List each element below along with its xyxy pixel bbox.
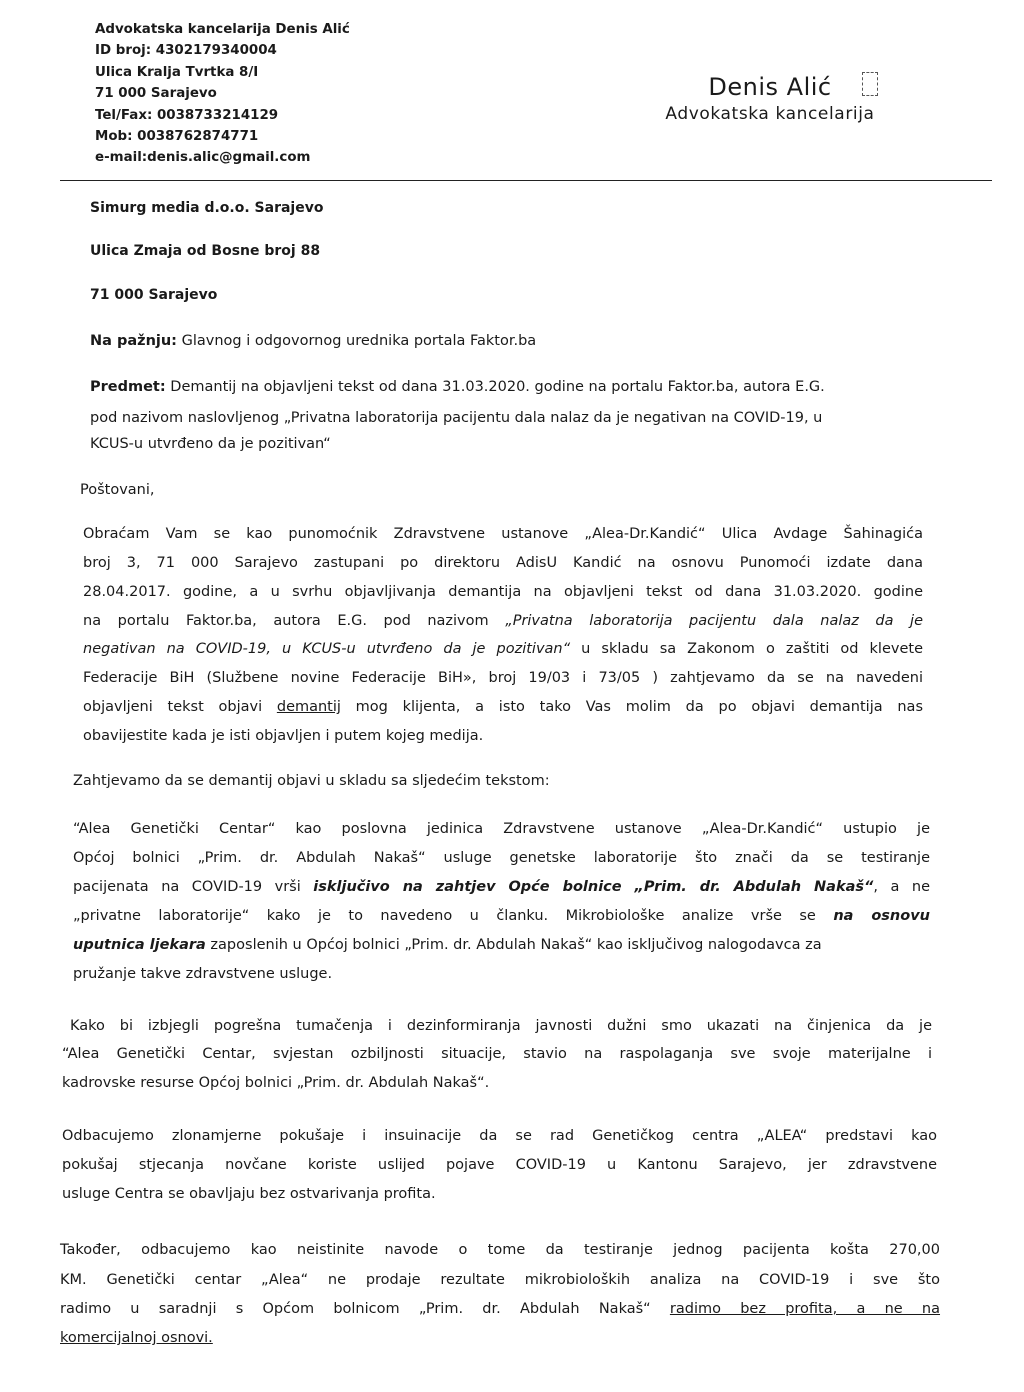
p1-line-7c: mog klijenta, a isto tako Vas molim da po objavi demantija nas (340, 699, 924, 715)
p1-line-1: Obraćam Vam se kao punomoćnik Zdravstvene ustanove „Alea-Dr.Kandić“ Ulica Avdage Šahinagića (83, 526, 923, 542)
p3-line-3c: , a ne (873, 879, 930, 895)
recipient-street: Ulica Zmaja od Bosne broj 88 (90, 243, 321, 259)
sender-telfax: Tel/Fax: 0038733214129 (95, 107, 279, 123)
p6-line-2: KM. Genetički centar „Alea“ ne prodaje rezultate mikrobioloških analiza na COVID-19 i sve što (60, 1272, 940, 1288)
p3-line-5b: zaposlenih u Općoj bolnici „Prim. dr. Abdulah Nakaš“ kao isključivog nalogodavca za (205, 937, 822, 953)
greeting: Poštovani, (80, 482, 155, 498)
p4-line-2: “Alea Genetički Centar, svjestan ozbiljnosti situacije, stavio na raspolaganja sve svoje materijalne i (62, 1046, 932, 1062)
p1-line-5 (83, 641, 923, 657)
subject-line-2: pod nazivom naslovljenog „Privatna laboratorija pacijentu dala nalaz da je negativan na COVID-19, u (90, 410, 823, 426)
subject-line-3: KCUS-u utvrđeno da je pozitivan“ (90, 436, 331, 452)
subject-label: Predmet: (90, 379, 166, 395)
p1-line-7a: objavljeni tekst objavi (83, 699, 277, 715)
logo-mark-icon (862, 72, 878, 96)
subject-line-1 (90, 379, 825, 395)
p6-line-3 (60, 1301, 940, 1317)
p1-line-4b: „Privatna laboratorija pacijentu dala nalaz da je (505, 613, 923, 629)
p6-line-3b: radimo bez profita, a ne na (669, 1301, 941, 1317)
p1-line-8: obavijestite kada je isti objavljen i putem kojeg medija. (83, 728, 484, 744)
p3-line-3 (73, 879, 930, 895)
p4-line-1: Kako bi izbjegli pogrešna tumačenja i dezinformiranja javnosti dužni smo ukazati na činjenica da je (70, 1018, 932, 1034)
letterhead-logo (640, 72, 900, 126)
sender-street: Ulica Kralja Tvrtka 8/I (95, 64, 259, 80)
p3-line-3a: pacijenata na COVID-19 vrši (73, 879, 314, 895)
p2-line: Zahtjevamo da se demantij objavi u skladu sa sljedećim tekstom: (73, 773, 550, 789)
sender-city: 71 000 Sarajevo (95, 86, 217, 102)
p3-line-2: Općoj bolnici „Prim. dr. Abdulah Nakaš“ usluge genetske laboratorije što znači da se testiranje (73, 850, 930, 866)
subject-text-1: Demantij na objavljeni tekst od dana 31.03.2020. godine na portalu Faktor.ba, autora E.G. (165, 379, 825, 395)
p3-line-6: pružanje takve zdravstvene usluge. (73, 966, 333, 982)
sender-firm: Advokatska kancelarija Denis Alić (95, 22, 350, 37)
p5-line-3: usluge Centra se obavljaju bez ostvarivanja profita. (62, 1186, 436, 1202)
p1-line-5a: negativan na COVID-19, u KCUS-u utvrđeno da je pozitivan“ (83, 641, 571, 657)
p3-line-4 (73, 908, 930, 924)
sender-id: ID broj: 4302179340004 (95, 43, 277, 59)
p3-line-1: “Alea Genetički Centar“ kao poslovna jedinica Zdravstvene ustanove „Alea-Dr.Kandić“ ustupio je (73, 821, 930, 837)
header-divider (60, 180, 992, 181)
p1-line-4 (83, 613, 923, 629)
attention-label: Na pažnju: (90, 333, 177, 349)
p6-line-4: komercijalnoj osnovi. (60, 1330, 213, 1346)
p5-line-1: Odbacujemo zlonamjerne pokušaje i insuinacije da se rad Genetičkog centra „ALEA“ predstavi kao (62, 1128, 937, 1144)
p3-line-5a: uputnica ljekara (73, 937, 206, 953)
p1-line-4a: na portalu Faktor.ba, autora E.G. pod nazivom (83, 613, 506, 629)
recipient-city: 71 000 Sarajevo (90, 287, 218, 303)
p1-line-5b: u skladu sa Zakonom o zaštiti od klevete (570, 641, 923, 657)
p3-line-4b: na osnovu (833, 908, 930, 924)
logo-name: Denis Alić (708, 73, 832, 101)
sender-mobile: Mob: 0038762874771 (95, 129, 259, 145)
p6-line-3a: radimo u saradnji s Općom bolnicom „Prim. dr. Abdulah Nakaš“ (60, 1301, 670, 1317)
sender-block (95, 19, 350, 169)
logo-subtitle: Advokatska kancelarija (665, 104, 875, 124)
p5-line-2: pokušaj stjecanja novčane koriste uslijed pojave COVID-19 u Kantonu Sarajevo, jer zdravstvene (62, 1157, 937, 1173)
p1-line-3: 28.04.2017. godine, a u svrhu objavljivanja demantija na objavljeni tekst od dana 31.03.2020. godine (83, 584, 923, 600)
recipient-name: Simurg media d.o.o. Sarajevo (90, 200, 324, 216)
p4-line-3: kadrovske resurse Općoj bolnici „Prim. dr. Abdulah Nakaš“. (62, 1075, 490, 1091)
attention-line (90, 333, 536, 349)
p3-line-5 (73, 937, 822, 953)
sender-email: e-mail:denis.alic@gmail.com (95, 150, 311, 166)
p1-line-7 (83, 699, 923, 715)
p1-line-2: broj 3, 71 000 Sarajevo zastupani po direktoru AdisU Kandić na osnovu Punomoći izdate dana (83, 555, 923, 571)
p3-line-3b: isključivo na zahtjev Opće bolnice „Prim. dr. Abdulah Nakaš“ (313, 879, 874, 895)
p6-line-1: Također, odbacujemo kao neistinite navode o tome da testiranje jednog pacijenta košta 270,00 (60, 1242, 940, 1258)
p1-line-6: Federacije BiH (Službene novine Federacije BiH», broj 19/03 i 73/05 ) zahtjevamo da se na navedeni (83, 670, 923, 686)
attention-text: Glavnog i odgovornog urednika portala Faktor.ba (177, 333, 537, 349)
p3-line-4a: „privatne laboratorije“ kako je to navedeno u članku. Mikrobiološke analize vrše se (73, 908, 834, 924)
p1-line-7b: demantij (276, 699, 341, 715)
